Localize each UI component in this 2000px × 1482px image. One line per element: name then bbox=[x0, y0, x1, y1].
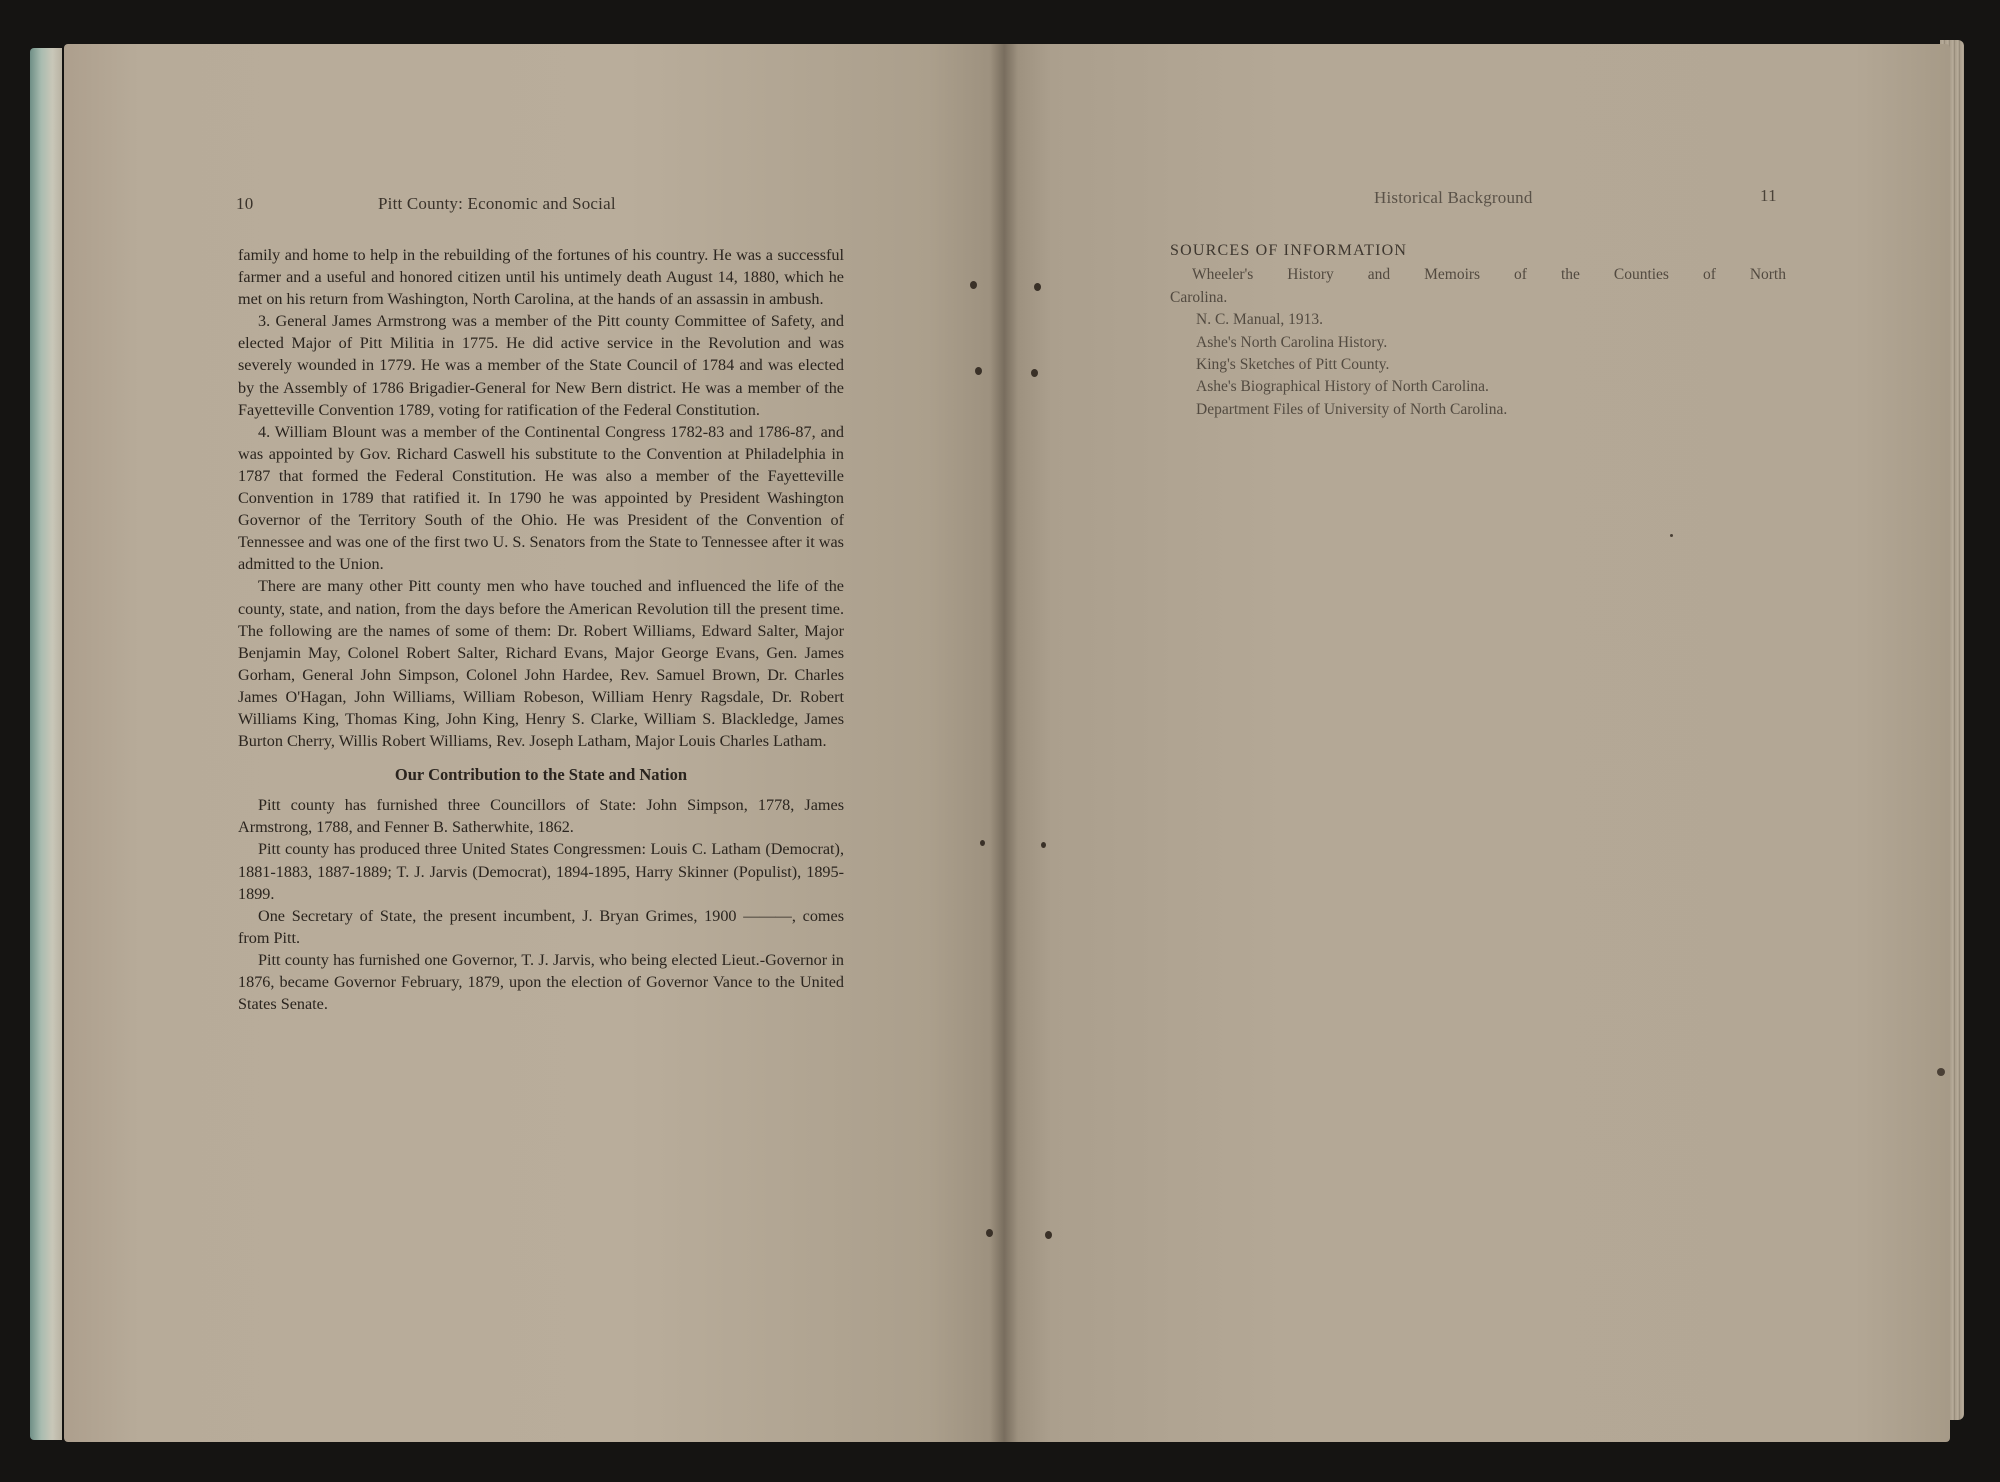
paragraph: Pitt county has furnished one Governor, T. J. Jarvis, who being elected Lieut.-Governor in 1876, became Governor February, 1879, upon the election of Governor Vance to the United States Senate. bbox=[238, 950, 844, 1014]
paragraph: 3. General James Armstrong was a member of the Pitt county Committee of Safety, and elected Major of Pitt Militia in 1775. He did active service in the Revolution and was severely wounded in 1779. He was a member of the State Council of 1784 and was elected by the Assembly of 1786 Brigadier-General for New Bern district. He was a member of the Fayetteville Convention 1789, voting for ratification of the Federal Constitution. bbox=[238, 312, 844, 419]
page-speck bbox=[1670, 534, 1673, 537]
book-gutter bbox=[990, 44, 1018, 1442]
source-item: Ashe's Biographical History of North Carolina. bbox=[1196, 378, 1489, 396]
paragraph: Pitt county has produced three United States Congressmen: Louis C. Latham (Democrat), 1881-1883, 1887-1889; T. J. Jarvis (Democrat), 1894-1895, Harry Skinner (Populist), 1895-1899. bbox=[238, 840, 844, 903]
binding-hole bbox=[986, 1229, 993, 1237]
paragraph: 4. William Blount was a member of the Continental Congress 1782-83 and 1786-87, and was appointed by Gov. Richard Caswell his substitute to the Convention at Philadelphia in 1787 that formed the Federal Constitution. He was also a member of the Fayetteville Convention in 1789 that ratified it. In 1790 he was appointed by President Washington Governor of the Territory South of the Ohio. He was President of the Convention of Tennessee and was one of the first two U. S. Senators from the State to Tennessee after it was admitted to the Union. bbox=[238, 422, 844, 574]
source-item: King's Sketches of Pitt County. bbox=[1196, 356, 1390, 374]
right-page-number: 11 bbox=[1760, 186, 1777, 205]
paragraph: family and home to help in the rebuilding of the fortunes of his country. He was a successful farmer and a useful and honored citizen until his untimely death August 14, 1880, which he met on his return from Washington, North Carolina, at the hands of an assassin in ambush. bbox=[238, 246, 844, 309]
binding-hole bbox=[1041, 842, 1046, 848]
sources-title: SOURCES OF INFORMATION bbox=[1170, 242, 1408, 259]
left-page-number: 10 bbox=[236, 194, 254, 213]
page-speck bbox=[1937, 1068, 1945, 1076]
source-item: Department Files of University of North Carolina. bbox=[1196, 400, 1508, 418]
left-running-head: Pitt County: Economic and Social bbox=[378, 194, 616, 213]
paragraph: Pitt county has furnished three Councillors of State: John Simpson, 1778, James Armstrong, 1788, and Fenner B. Satherwhite, 1862. bbox=[238, 796, 844, 837]
binding-hole bbox=[1031, 369, 1038, 377]
binding-hole bbox=[1034, 283, 1041, 291]
source-item: Wheeler's History and Memoirs of the Counties of North bbox=[1192, 266, 1786, 284]
book-cover-edge bbox=[30, 48, 62, 1440]
source-item: Ashe's North Carolina History. bbox=[1196, 333, 1388, 351]
left-page-body bbox=[238, 244, 844, 1015]
paragraph: There are many other Pitt county men who have touched and influenced the life of the county, state, and nation, from the days before the American Revolution till the present time. The following are the names of some of them: Dr. Robert Williams, Edward Salter, Major Benjamin May, Colonel Robert Salter, Richard Evans, Major George Evans, Gen. James Gorham, General John Simpson, Colonel John Hardee, Rev. Samuel Brown, Dr. Charles James O'Hagan, John Williams, William Robeson, William Henry Ragsdale, Dr. Robert Williams King, Thomas King, John King, Henry S. Clarke, William S. Blackledge, James Burton Cherry, Willis Robert Williams, Rev. Joseph Latham, Major Louis Charles Latham. bbox=[238, 577, 844, 751]
binding-hole bbox=[970, 281, 977, 289]
paragraph: One Secretary of State, the present incumbent, J. Bryan Grimes, 1900 ———, comes from Pitt. bbox=[238, 906, 844, 947]
sources-list bbox=[1170, 240, 1786, 421]
binding-hole bbox=[980, 840, 985, 846]
section-title: Our Contribution to the State and Nation bbox=[394, 765, 688, 785]
source-item-continued: Carolina. bbox=[1170, 288, 1228, 306]
right-running-head: Historical Background bbox=[1374, 188, 1533, 207]
source-item: N. C. Manual, 1913. bbox=[1196, 311, 1324, 329]
binding-hole bbox=[1045, 1231, 1052, 1239]
binding-hole bbox=[975, 367, 982, 375]
